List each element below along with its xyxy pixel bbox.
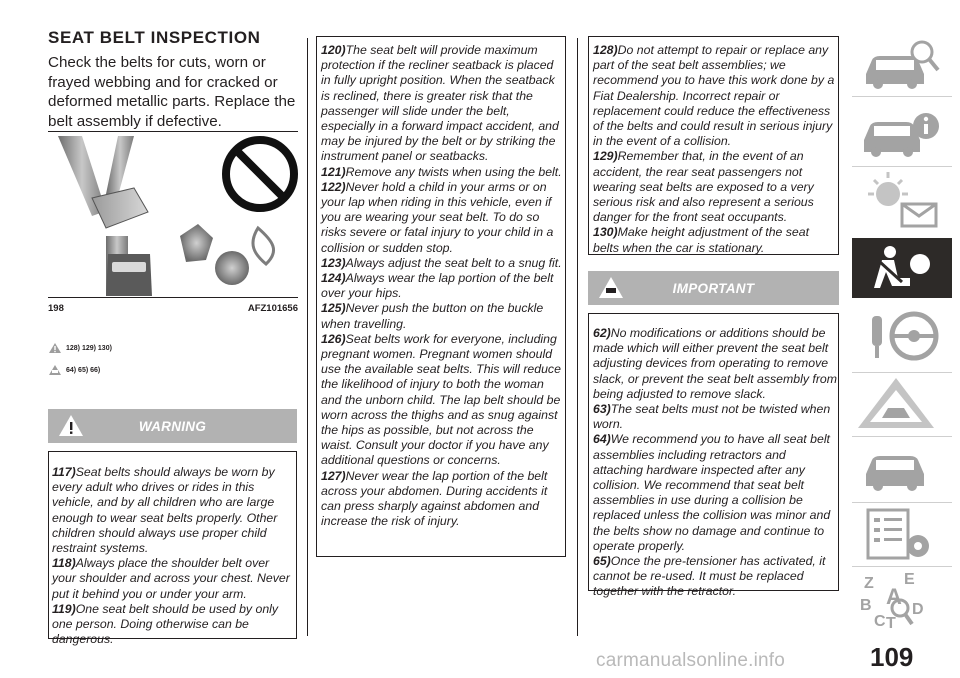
warning-item: 123)Always adjust the seat belt to a snug fit. (321, 255, 562, 270)
important-bar (588, 271, 839, 305)
tab-emergency[interactable] (852, 374, 952, 434)
emergency-triangle-icon (852, 374, 952, 434)
warning-box-col1 (48, 451, 297, 647)
warning-item: 118)Always place the shoulder belt over your shoulder and across your chest. Never put it behind you or under your arm. (52, 556, 290, 601)
important-box (588, 313, 839, 599)
warning-item: 126)Seat belts work for everyone, including pregnant women. Pregnant women should use the available seat belts. This will reduce the likelihood of injury to both the woman and the unborn child. The lap belt should be worn across the thighs and as snug against the hips as possible, but not across the waist. Consult your doctor if you have any additional questions or concerns. (321, 331, 561, 468)
important-triangle-icon (48, 364, 62, 376)
figure-bottom-rule (48, 297, 298, 298)
buckle-button (112, 262, 146, 272)
warning-item: 117)Seat belts should always be worn by every adult who drives or rides in this vehicle, and by all children who are large enough to wear seat belts properly. Other children should always use proper child restraint systems. (52, 465, 278, 556)
figure-top-rule (48, 131, 298, 132)
figure-caption (48, 303, 298, 314)
page-number: 109 (870, 642, 914, 672)
important-title: IMPORTANT (672, 281, 755, 296)
warning-item: 122)Never hold a child in your arms or on your lap when riding in this vehicle, even if you are wearing your seat belt. To do so risks severe or fatal injury to your child in a collision or sudden stop. (321, 179, 554, 255)
warning-refs (48, 341, 112, 355)
intro-paragraph: Check the belts for cuts, worn or frayed webbing and for cracked or deformed metallic parts. Replace the belt assembly if defective. (48, 54, 296, 130)
tab-divider (852, 436, 952, 437)
warning-bar (48, 409, 297, 443)
index-letter: E (904, 571, 915, 588)
warning-item: 130)Make height adjustment of the seat belts when the car is stationary. (593, 225, 810, 255)
paperclip-object (253, 228, 274, 264)
car-info-icon (852, 98, 952, 164)
warning-item: 125)Never push the button on the buckle when travelling. (321, 301, 544, 331)
tab-divider (852, 502, 952, 503)
seat-airbag-icon (852, 238, 952, 298)
figure-code: AFZ101656 (247, 303, 298, 314)
index-letter: D (912, 601, 924, 618)
alphabetical-index-icon (852, 568, 952, 632)
coin-object (215, 251, 249, 285)
warning-item: 121)Remove any twists when using the belt. (321, 164, 562, 179)
belt-webbing-shoulder (106, 136, 134, 196)
important-refs (48, 363, 100, 377)
car-maintenance-icon (852, 438, 952, 500)
index-letter: T (886, 615, 896, 632)
key-steering-wheel-icon (852, 302, 952, 370)
lights-message-icon (852, 168, 952, 236)
warning-box-col3 (588, 36, 839, 255)
car-search-icon (852, 30, 952, 94)
important-item: 65)Once the pre-tensioner has activated, it cannot be re-used. It must be replaced together with the retractor. (593, 554, 826, 599)
section-title: SEAT BELT INSPECTION (48, 28, 261, 47)
tab-index[interactable] (852, 568, 952, 632)
tab-technical-data[interactable] (852, 504, 952, 564)
checklist-gear-icon (852, 504, 952, 564)
tab-divider (852, 96, 952, 97)
tab-warning-lights-info[interactable] (852, 98, 952, 164)
warning-item: 129)Remember that, in the event of an accident, the rear seat passengers not wearing seat belts are exposed to a very serious risk and also represent a serious danger for the front seat occupants. (593, 149, 814, 225)
warning-box-col2 (316, 36, 566, 557)
index-letter: Z (864, 575, 874, 592)
tab-safety[interactable] (852, 238, 952, 298)
index-letter: C (874, 613, 886, 630)
warning-title: WARNING (138, 419, 207, 434)
important-item: 64)We recommend you to have all seat belt assemblies including retractors and attaching hardware inspected after any collision. We recommend that seat belt assemblies in use during a collision be replaced unless the collision was minor and the belts show no damage and continue to operate properly. (593, 432, 831, 553)
hazard-object (180, 224, 213, 262)
warning-item: 127)Never wear the lap portion of the belt across your abdomen. During accidents it can press sharply against abdomen and increase the risk of injury. (321, 468, 548, 529)
warning-refs-text: 128) 129) 130) (66, 344, 112, 352)
figure-number: 198 (48, 303, 64, 314)
important-refs-text: 64) 65) 66) (66, 366, 101, 374)
index-letter: B (860, 597, 872, 614)
column-divider (577, 38, 578, 636)
warning-item: 128)Do not attempt to repair or replace any part of the seat belt assemblies; we recommend you to have this work done by a Fiat Dealership. Incorrect repair or replacement could reduce the effectiveness of the belts and could result in serious injury in the event of a collision. (593, 43, 835, 149)
tab-divider (852, 566, 952, 567)
tab-starting-driving[interactable] (852, 302, 952, 370)
buckle (106, 254, 152, 296)
column-divider (307, 38, 308, 636)
warning-triangle-icon (48, 342, 62, 354)
seat-belt-illustration (48, 136, 300, 296)
tab-divider (852, 166, 952, 167)
watermark: carmanualsonline.info (596, 650, 786, 671)
warning-item: 120)The seat belt will provide maximum protection if the recliner seatback is placed in fully upright position. When the seatback is reclined, there is greater risk that the passenger will slide under the belt, especially in a forward impact accident, and may be injured by the belt or by striking the instrument panel or seatbacks. (321, 43, 559, 164)
warning-item: 124)Always wear the lap portion of the belt over your hips. (321, 271, 554, 301)
tab-divider (852, 372, 952, 373)
important-item: 63)The seat belts must not be twisted when worn. (593, 402, 831, 432)
warning-item: 119)One seat belt should be used by only one person. Doing otherwise can be dangerous. (52, 601, 279, 647)
tab-maintenance[interactable] (852, 438, 952, 500)
tab-lights-messages[interactable] (852, 168, 952, 236)
important-item: 62)No modifications or additions should be made which will either prevent the seat belt adjusting devices from operating to remove slack, or prevent the seat belt assembly from being adjusted to remove slack. (593, 326, 837, 401)
index-letter: A (886, 584, 902, 609)
tab-knowing-your-car[interactable] (852, 30, 952, 94)
